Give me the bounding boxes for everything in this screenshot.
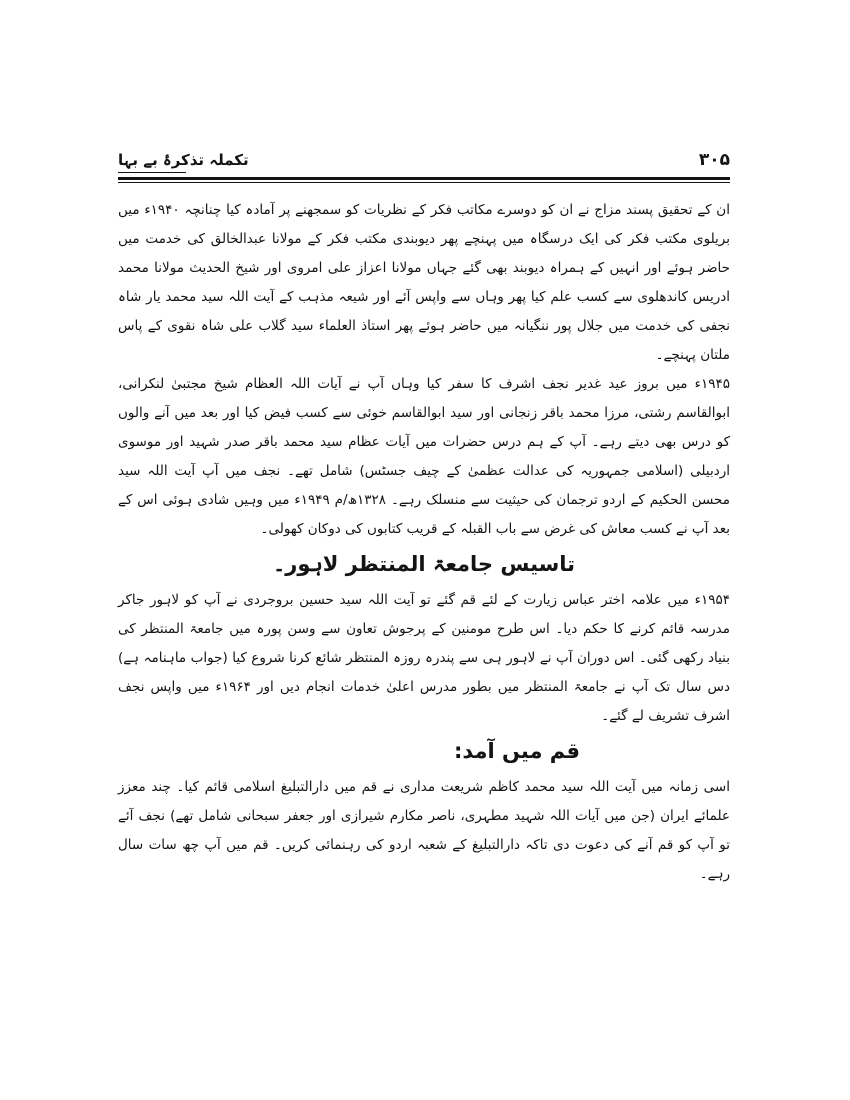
paragraph-najaf: ۱۹۴۵ء میں بروز عید غدیر نجف اشرف کا سفر کیا وہاں آپ نے آیات اللہ العظام شیخ مجتبیٰ لنکرانی، ابوالقاسم رشتی، مرزا محمد باقر زنجانی اور سید ابوالقاسم خوئی سے کسب فیض کیا اور بعد میں آنے والوں کو درس بھی دیتے رہے۔ آپ کے ہم درس حضرات میں آیات عظام سید محمد باقر صدر شہید اور موسوی اردبیلی (اسلامی جمہوریہ کی عدالت عظمیٰ کے چیف جسٹس) شامل تھے۔ نجف میں آپ آیت اللہ سید محسن الحکیم کے اردو ترجمان کی حیثیت سے منسلک رہے۔ ۱۳۲۸ھ/م ۱۹۴۹ء میں وہیں شادی ہوئی اس کے بعد آپ نے کسب معاش کی غرض سے باب القبلہ کے قریب کتابوں کی دوکان کھولی۔ <box>118 376 731 537</box>
book-title-underline <box>118 172 186 173</box>
paragraph-jamia-founding: ۱۹۵۴ء میں علامہ اختر عباس زیارت کے لئے قم گئے تو آیت اللہ سید حسین بروجردی نے آپ کو لاہور جاکر مدرسہ قائم کرنے کا حکم دیا۔ اس طرح مومنین کے پرجوش تعاون سے وسن پورہ میں جامعۃ المنتظر کی بنیاد رکھی گئی۔ اس دوران آپ نے لاہور ہی سے پندرہ روزہ المنتظر شائع کرنا شروع کیا (جواب ماہنامہ ہے) دس سال تک آپ نے جامعۃ المنتظر میں بطور مدرس اعلیٰ خدمات انجام دیں اور ۱۹۶۴ء میں واپس نجف اشرف تشریف لے گئے۔ <box>118 592 730 724</box>
page-header <box>118 148 730 174</box>
section-heading-qom: قم میں آمد: <box>453 739 580 763</box>
paragraph-early-studies: ان کے تحقیق پسند مزاج نے ان کو دوسرے مکاتب فکر کے نظریات کو سمجھنے پر آمادہ کیا چنانچہ ۱۹۴۰ء میں بریلوی مکتب فکر کی ایک درسگاہ میں پہنچے پھر دیوبندی مکتب فکر کے مولانا عبدالخالق کی خدمت میں حاضر ہوئے اور انہیں کے ہمراہ دیوبند بھی گئے جہاں مولانا اعزاز علی امروی اور شیخ الحدیث مولانا محمد ادریس کاندھلوی سے کسب علم کیا پھر وہاں سے واپس آئے اور شیعہ مذہب کے آیت اللہ سید محمد یار شاہ نجفی کی خدمت میں جلال پور ننگیانہ میں حاضر ہوئے پھر استاذ العلماء سید گلاب علی شاہ نقوی کے پاس ملتان پہنچے۔ <box>118 202 730 363</box>
book-title: تکملہ تذکرۂ بے بہا <box>118 151 249 169</box>
body-text <box>118 196 730 889</box>
section-heading-jamia-al-muntazar: تاسیس جامعۃ المنتظر لاہور۔ <box>272 552 576 576</box>
paragraph-qom: اسی زمانہ میں آیت اللہ سید محمد کاظم شریعت مداری نے قم میں دارالتبلیغ اسلامی قائم کیا۔ چند معزز علمائے ایران (جن میں آیات اللہ شہید مطہری، ناصر مکارم شیرازی اور جعفر سبحانی شامل تھے) نجف آئے تو آپ کو قم آنے کی دعوت دی تاکہ دارالتبلیغ کے شعبہ اردو کی رہنمائی کریں۔ قم میں آپ چھ سات سال رہے۔ <box>118 779 730 882</box>
header-rule-thin <box>118 182 730 183</box>
header-rule-thick <box>118 177 730 180</box>
page-number: ۳۰۵ <box>698 150 730 170</box>
